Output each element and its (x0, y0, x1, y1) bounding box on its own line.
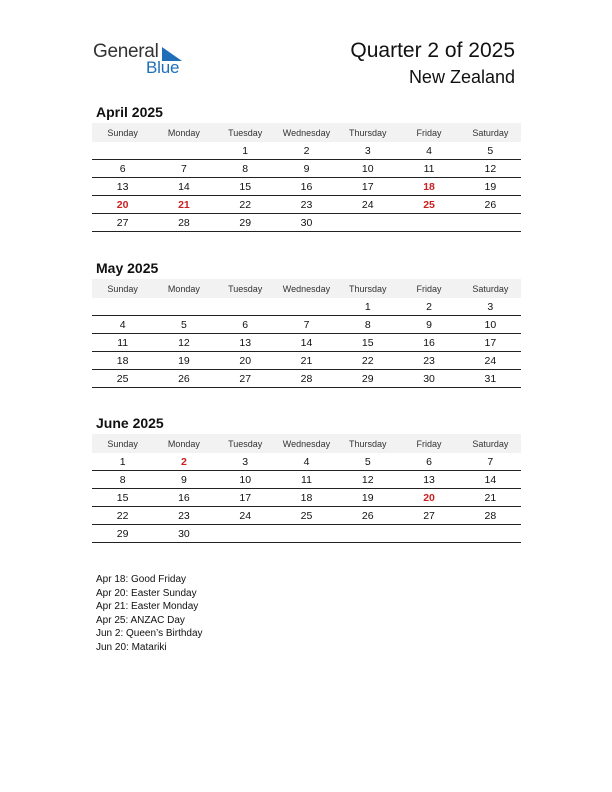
day-cell: 1 (242, 144, 249, 157)
logo-text-general: General (93, 41, 159, 62)
weekday-label: Tuesday (228, 438, 263, 449)
day-cell: 17 (484, 336, 497, 349)
day-cell: 22 (361, 354, 374, 367)
day-cell: 17 (361, 180, 374, 193)
holiday-note: Apr 21: Easter Monday (96, 601, 199, 613)
weekday-header-row (92, 123, 521, 142)
month-calendar (92, 414, 521, 543)
month-calendar (92, 259, 521, 388)
week-row (92, 160, 521, 178)
week-row (92, 352, 521, 370)
day-cell: 23 (423, 354, 435, 367)
day-cell: 29 (361, 372, 374, 385)
day-cell: 19 (178, 354, 190, 367)
weekday-label: Monday (167, 127, 200, 138)
day-cell: 24 (484, 354, 497, 367)
day-cell: 28 (484, 509, 497, 522)
week-row (92, 142, 521, 160)
week-row (92, 316, 521, 334)
day-cell: 24 (361, 198, 374, 211)
day-cell: 5 (487, 144, 494, 157)
day-cell: 25 (423, 198, 435, 211)
day-cell: 15 (239, 180, 252, 193)
day-cell: 29 (116, 527, 129, 540)
day-cell: 23 (178, 509, 190, 522)
day-cell: 15 (361, 336, 374, 349)
day-cell: 7 (303, 318, 310, 331)
day-cell: 16 (178, 491, 190, 504)
weekday-label: Friday (416, 438, 442, 449)
country-name: New Zealand (408, 67, 515, 87)
day-cell: 21 (178, 198, 190, 211)
day-cell: 14 (484, 473, 497, 486)
calendar-grid (92, 123, 521, 232)
day-cell: 1 (364, 300, 371, 313)
day-cell: 10 (484, 318, 497, 331)
weekday-label: Monday (167, 438, 200, 449)
calendar-grid (92, 279, 521, 388)
day-cell: 11 (423, 162, 435, 175)
day-cell: 12 (484, 162, 497, 175)
day-cell: 7 (487, 455, 494, 468)
weekday-label: Wednesday (282, 127, 331, 138)
day-cell: 13 (239, 336, 252, 349)
week-row (92, 453, 521, 471)
weekday-label: Saturday (472, 283, 509, 294)
day-cell: 3 (242, 455, 249, 468)
day-cell: 6 (426, 455, 432, 468)
day-cell: 15 (116, 491, 129, 504)
day-cell: 18 (116, 354, 129, 367)
weekday-header-row (92, 434, 521, 453)
day-cell: 2 (181, 455, 187, 468)
calendar-grid (92, 434, 521, 543)
day-cell: 16 (300, 180, 313, 193)
holiday-note: Apr 20: Easter Sunday (96, 587, 197, 599)
day-cell: 20 (239, 354, 252, 367)
day-cell: 7 (181, 162, 187, 175)
holiday-note: Apr 25: ANZAC Day (96, 614, 185, 626)
day-cell: 26 (178, 372, 190, 385)
weekday-label: Monday (167, 283, 200, 294)
day-cell: 28 (178, 216, 190, 229)
brand-logo (93, 41, 193, 81)
weekday-label: Sunday (107, 127, 138, 138)
holiday-notes (96, 573, 203, 655)
weekday-label: Thursday (349, 127, 387, 138)
day-cell: 3 (364, 144, 371, 157)
page-title: Quarter 2 of 2025 (350, 39, 515, 62)
day-cell: 26 (484, 198, 497, 211)
day-cell: 24 (239, 509, 252, 522)
day-cell: 29 (239, 216, 252, 229)
day-cell: 11 (301, 473, 312, 486)
day-cell: 8 (119, 473, 126, 486)
day-cell: 2 (303, 144, 310, 157)
day-cell: 22 (239, 198, 252, 211)
day-cell: 4 (119, 318, 126, 331)
day-cell: 21 (300, 354, 313, 367)
day-cell: 19 (484, 180, 497, 193)
day-cell: 22 (116, 509, 129, 522)
month-calendar (92, 103, 521, 232)
week-row (92, 178, 521, 196)
day-cell: 31 (484, 372, 497, 385)
day-cell: 19 (361, 491, 374, 504)
day-cell: 9 (181, 473, 187, 486)
weekday-label: Sunday (107, 283, 138, 294)
day-cell: 4 (303, 455, 310, 468)
week-row (92, 214, 521, 232)
day-cell: 3 (487, 300, 494, 313)
day-cell: 14 (178, 180, 190, 193)
day-cell: 2 (426, 300, 432, 313)
day-cell: 12 (361, 473, 374, 486)
weekday-header-row (92, 279, 521, 298)
day-cell: 14 (300, 336, 313, 349)
day-cell: 20 (423, 491, 435, 504)
day-cell: 12 (178, 336, 190, 349)
day-cell: 20 (116, 198, 129, 211)
day-cell: 25 (300, 509, 313, 522)
day-cell: 1 (119, 455, 126, 468)
weekday-label: Friday (416, 283, 442, 294)
week-row (92, 471, 521, 489)
weekday-label: Wednesday (282, 438, 331, 449)
week-row (92, 525, 521, 543)
day-cell: 17 (239, 491, 252, 504)
month-title: April 2025 (96, 104, 163, 120)
week-row (92, 298, 521, 316)
day-cell: 13 (423, 473, 435, 486)
holiday-note: Jun 20: Matariki (96, 641, 167, 653)
day-cell: 13 (116, 180, 129, 193)
day-cell: 25 (116, 372, 129, 385)
week-row (92, 196, 521, 214)
day-cell: 5 (181, 318, 187, 331)
day-cell: 5 (364, 455, 371, 468)
weekday-label: Friday (416, 127, 442, 138)
holiday-note: Apr 18: Good Friday (96, 574, 187, 585)
weekday-label: Thursday (349, 283, 387, 294)
day-cell: 30 (300, 216, 313, 229)
week-row (92, 507, 521, 525)
day-cell: 8 (364, 318, 371, 331)
day-cell: 9 (303, 162, 310, 175)
weekday-label: Wednesday (282, 283, 331, 294)
day-cell: 21 (484, 491, 497, 504)
logo-text-blue: Blue (146, 58, 180, 77)
day-cell: 26 (361, 509, 374, 522)
day-cell: 18 (423, 180, 435, 193)
month-title: June 2025 (96, 415, 164, 431)
weekday-label: Thursday (349, 438, 387, 449)
month-title: May 2025 (96, 260, 159, 276)
day-cell: 9 (426, 318, 432, 331)
day-cell: 30 (178, 527, 190, 540)
week-row (92, 370, 521, 388)
day-cell: 27 (423, 509, 435, 522)
weekday-label: Tuesday (228, 127, 263, 138)
day-cell: 11 (117, 336, 129, 349)
weekday-label: Tuesday (228, 283, 263, 294)
day-cell: 18 (300, 491, 313, 504)
weekday-label: Saturday (472, 438, 509, 449)
day-cell: 27 (239, 372, 252, 385)
day-cell: 28 (300, 372, 313, 385)
day-cell: 23 (300, 198, 313, 211)
weekday-label: Sunday (107, 438, 138, 449)
day-cell: 16 (423, 336, 435, 349)
day-cell: 10 (361, 162, 374, 175)
day-cell: 6 (119, 162, 126, 175)
holiday-note: Jun 2: Queen’s Birthday (96, 628, 203, 640)
week-row (92, 489, 521, 507)
weekday-label: Saturday (472, 127, 509, 138)
day-cell: 4 (426, 144, 432, 157)
day-cell: 10 (239, 473, 252, 486)
day-cell: 8 (242, 162, 249, 175)
week-row (92, 334, 521, 352)
day-cell: 27 (116, 216, 129, 229)
day-cell: 6 (242, 318, 249, 331)
day-cell: 30 (423, 372, 435, 385)
